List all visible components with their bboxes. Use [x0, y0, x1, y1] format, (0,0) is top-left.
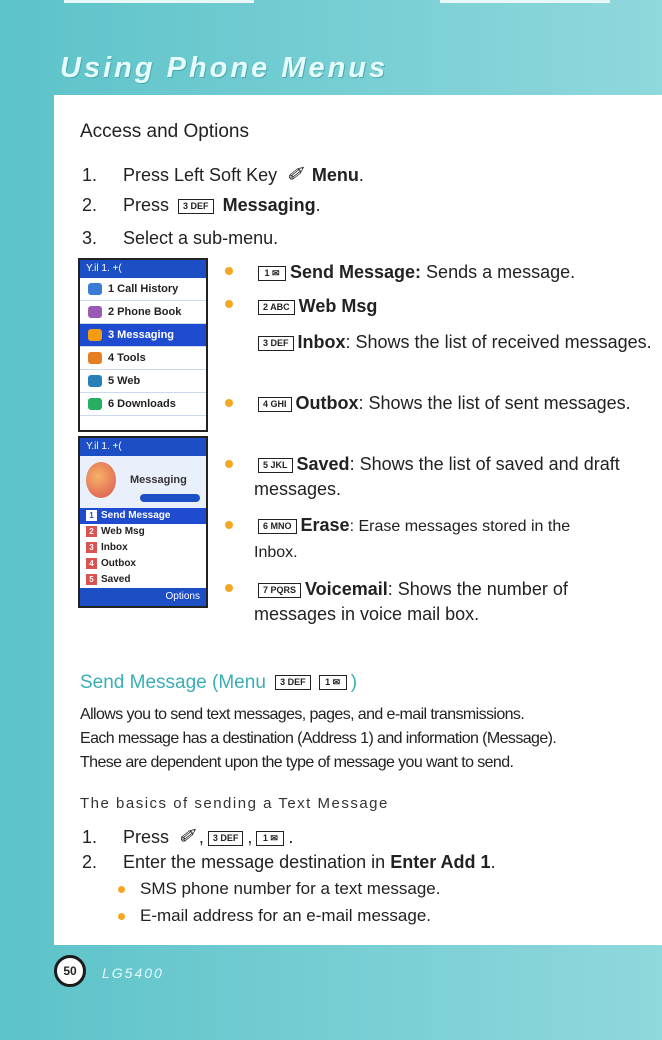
- submenu-desc: : Shows the list of sent messages.: [358, 393, 631, 413]
- subheading-basics: The basics of sending a Text Message: [80, 795, 389, 812]
- submenu-name: Voicemail: [305, 579, 388, 599]
- step-bold: Enter Add 1: [390, 852, 491, 872]
- bullet-icon: [118, 886, 125, 893]
- messaging-character-icon: [86, 462, 116, 498]
- phone-submenu-item: 4 Outbox: [80, 556, 206, 572]
- downloads-icon: [88, 398, 102, 410]
- step-end: .: [315, 195, 321, 215]
- bullet-icon: [225, 399, 233, 407]
- paragraph-line: Allows you to send text messages, pages, and e-mail transmissions.: [80, 706, 525, 723]
- section-heading-send-message: Send Message (Menu 3 DEF 1 ✉ ): [80, 672, 358, 693]
- model-name: LG5400: [102, 965, 164, 981]
- web-icon: [88, 375, 102, 387]
- key-5-icon: 5 JKL: [258, 458, 293, 473]
- phone-messaging-header: [80, 456, 206, 508]
- key-3-icon: 3 DEF: [208, 831, 244, 846]
- messaging-icon: [88, 329, 102, 341]
- bullet-icon: [118, 913, 125, 920]
- phone-menu-item: 2 Phone Book: [80, 301, 206, 324]
- step-end: .: [490, 852, 496, 872]
- step-text: Enter the message destination in: [123, 852, 386, 872]
- submenu-name: Inbox: [297, 332, 346, 352]
- key-1-icon: 1 ✉: [256, 831, 284, 846]
- step-end: .: [288, 827, 294, 847]
- page-number: 50: [54, 955, 86, 987]
- access-step-3: [82, 228, 278, 249]
- bullet-icon: [225, 460, 233, 468]
- key-3-icon: 3 DEF: [258, 336, 294, 351]
- submenu-name: Erase: [300, 515, 350, 535]
- phone-submenu-item: 5 Saved: [80, 572, 206, 588]
- phone-messaging-screenshot: [78, 436, 208, 608]
- submenu-desc: : Shows the list of saved and draft messages.: [254, 454, 620, 499]
- phone-book-icon: [88, 306, 102, 318]
- bullet-icon: [225, 267, 233, 275]
- phone-submenu-item: 3 Inbox: [80, 540, 206, 556]
- bullet-text: E-mail address for an e-mail message.: [140, 906, 432, 925]
- phone-status-bar: Y.il 1. +(: [80, 260, 206, 278]
- step-text: Press: [123, 827, 170, 847]
- step-text: Press Left Soft Key: [123, 165, 278, 185]
- send-step-2: [82, 852, 496, 873]
- scroll-indicator-icon: [140, 494, 200, 502]
- section-heading-access: Access and Options: [80, 121, 249, 142]
- submenu-name: Send Message:: [290, 262, 422, 282]
- phone-submenu-item-selected: 1 Send Message: [80, 508, 206, 524]
- submenu-desc: Sends a message.: [421, 262, 576, 282]
- step-text: Select a sub-menu.: [123, 228, 279, 248]
- phone-menu-item-selected: 3 Messaging: [80, 324, 206, 347]
- key-2-icon: 2 ABC: [258, 300, 295, 315]
- submenu-saved: [254, 452, 654, 502]
- top-rule-right: [440, 0, 610, 3]
- top-rule-left: [64, 0, 254, 3]
- step-text: Press: [123, 195, 170, 215]
- key-1-icon: 1 ✉: [319, 675, 347, 690]
- key-6-icon: 6 MNO: [258, 519, 297, 534]
- send-step-1: 1. Press ✐ , 3 DEF , 1 ✉ .: [82, 826, 294, 848]
- submenu-erase: [254, 513, 584, 565]
- bullet-icon: [225, 300, 233, 308]
- step-number: 3.: [82, 228, 98, 248]
- tools-icon: [88, 352, 102, 364]
- phone-messaging-title: Messaging: [130, 474, 187, 486]
- paragraph-line: These are dependent upon the type of message you want to send.: [80, 754, 514, 771]
- step-number: 2.: [82, 852, 98, 872]
- bullet-icon: [225, 584, 233, 592]
- phone-main-menu-screenshot: [78, 258, 208, 432]
- submenu-inbox: [254, 330, 654, 355]
- phone-menu-item: 5 Web: [80, 370, 206, 393]
- submenu-voicemail: [254, 577, 604, 627]
- key-3-icon: 3 DEF: [275, 675, 311, 690]
- access-step-2: [82, 195, 321, 216]
- submenu-desc: : Shows the number of messages in voice mail box.: [254, 579, 568, 624]
- submenu-desc: : Erase messages stored in the Inbox.: [254, 518, 571, 561]
- access-step-1: [82, 162, 364, 187]
- submenu-send-message: [254, 260, 654, 285]
- submenu-web-msg: [254, 294, 654, 319]
- submenu-desc: : Shows the list of received messages.: [345, 332, 652, 352]
- phone-menu-item: 1 Call History: [80, 278, 206, 301]
- soft-key-icon: ✐: [178, 826, 195, 848]
- soft-key-icon: ✐: [286, 164, 303, 186]
- key-4-icon: 4 GHI: [258, 397, 292, 412]
- step-number: 2.: [82, 195, 98, 215]
- key-7-icon: 7 PQRS: [258, 583, 301, 598]
- phone-status-bar: Y.il 1. +(: [80, 438, 206, 456]
- step-bold: Menu: [311, 165, 359, 185]
- call-history-icon: [88, 283, 102, 295]
- bullet-text: SMS phone number for a text message.: [140, 879, 441, 898]
- step-number: 1.: [82, 827, 98, 847]
- phone-menu-item: 6 Downloads: [80, 393, 206, 416]
- phone-options-softkey: Options: [80, 588, 206, 606]
- bullet-icon: [225, 521, 233, 529]
- key-1-icon: 1 ✉: [258, 266, 286, 281]
- step-number: 1.: [82, 165, 98, 185]
- phone-submenu-item: 2 Web Msg: [80, 524, 206, 540]
- submenu-name: Outbox: [295, 393, 359, 413]
- submenu-name: Web Msg: [298, 296, 378, 316]
- step-end: .: [358, 165, 364, 185]
- phone-menu-item: 4 Tools: [80, 347, 206, 370]
- key-3-icon: 3 DEF: [178, 199, 214, 214]
- step-bold: Messaging: [222, 195, 316, 215]
- submenu-name: Saved: [296, 454, 350, 474]
- submenu-outbox: [254, 391, 654, 416]
- paragraph-line: Each message has a destination (Address 1) and information (Message).: [80, 730, 557, 747]
- page-title: Using Phone Menus: [60, 52, 389, 84]
